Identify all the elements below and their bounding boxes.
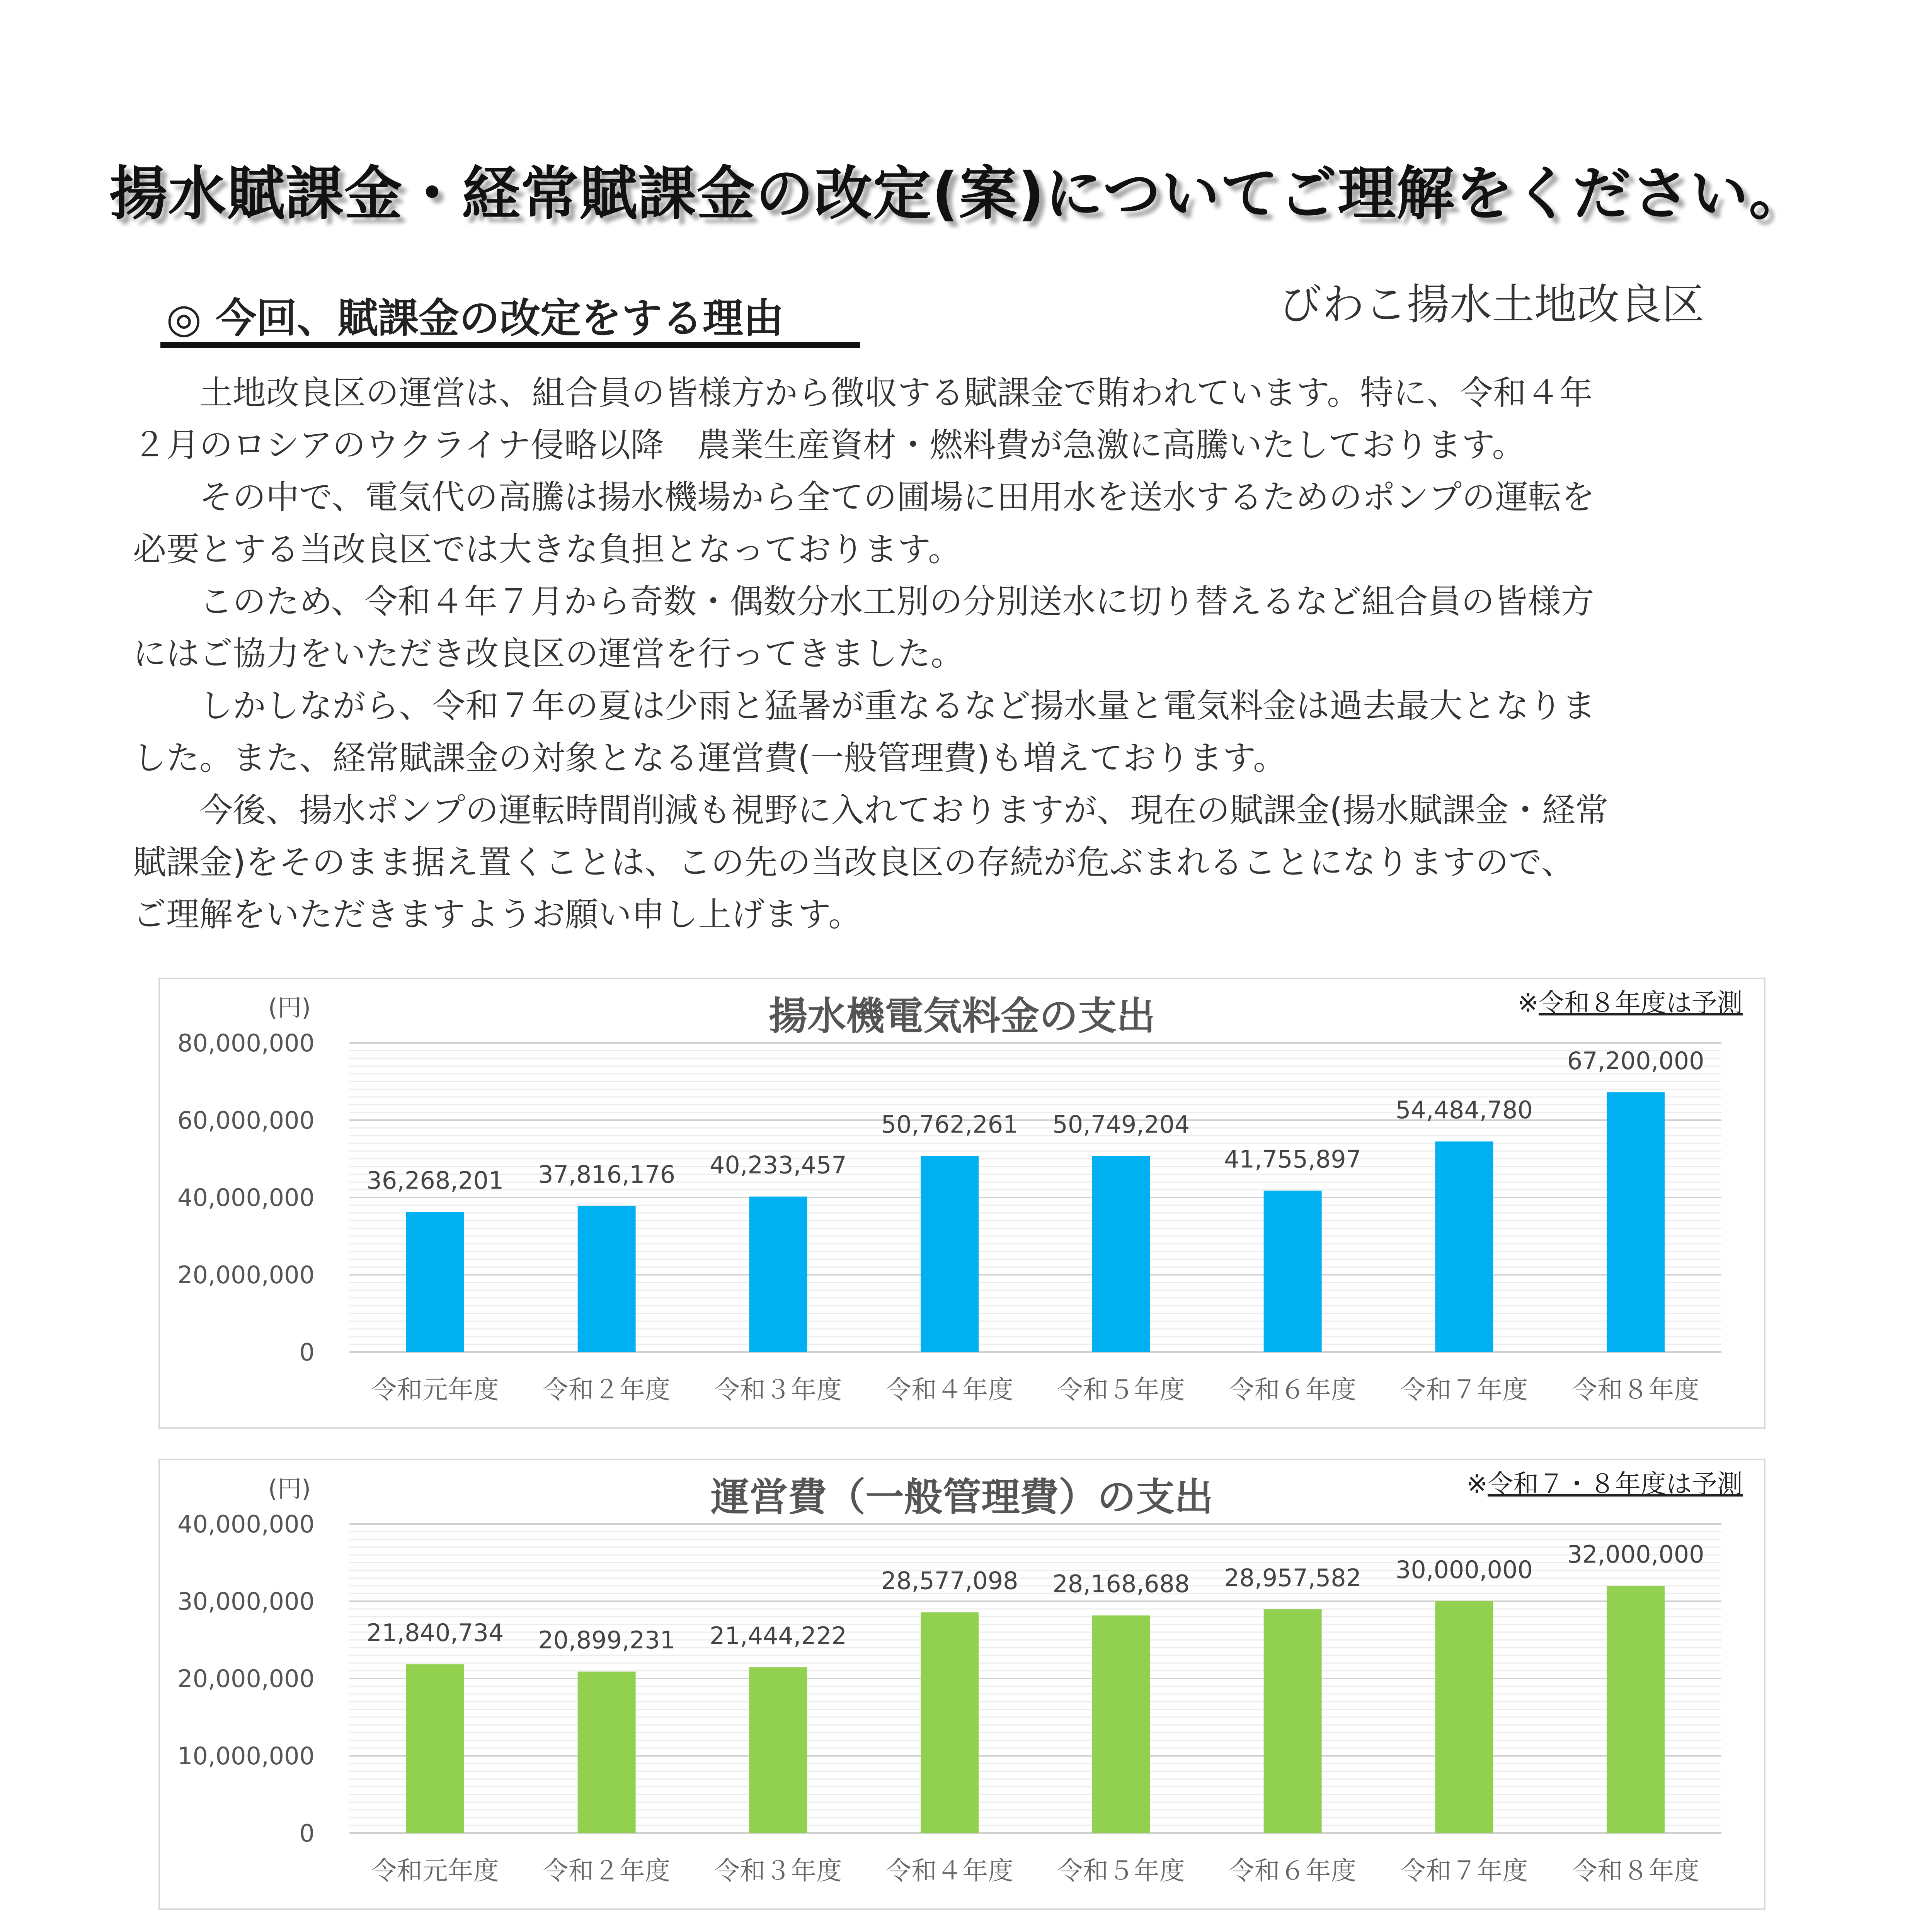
- x-tick-label: 令和３年度: [714, 1856, 842, 1886]
- chart-note: ※令和８年度は予測: [1517, 988, 1743, 1018]
- x-tick-label: 令和７年度: [1400, 1856, 1528, 1886]
- bar-value-label: 40,233,457: [709, 1151, 847, 1179]
- y-axis-label: (円): [268, 1475, 311, 1503]
- bar-value-label: 28,957,582: [1224, 1563, 1362, 1592]
- y-tick-label: 0: [299, 1338, 315, 1366]
- bar: [578, 1672, 636, 1833]
- bar: [749, 1667, 807, 1833]
- chart-note: ※令和７・８年度は予測: [1466, 1469, 1743, 1499]
- x-tick-label: 令和７年度: [1400, 1375, 1528, 1405]
- bar: [1607, 1586, 1665, 1833]
- bar-value-label: 28,577,098: [881, 1566, 1018, 1595]
- bar-value-label: 67,200,000: [1567, 1047, 1704, 1075]
- chart-title: 揚水機電気料金の支出: [769, 993, 1155, 1039]
- chart-admin-svg: [160, 1460, 1764, 1908]
- bar: [1435, 1601, 1493, 1833]
- paragraph: 今後、揚水ポンプの運転時間削減も視野に入れておりますが、現在の賦課金(揚水賦課金・経常 賦課金)をそのまま据え置くことは、この先の当改良区の存続が危ぶまれることになりますので、 ご理解をいただきますようお願い申し上げます。: [133, 791, 1609, 934]
- bar-value-label: 20,899,231: [538, 1626, 676, 1655]
- bar-value-label: 54,484,780: [1395, 1096, 1533, 1124]
- bar-value-label: 21,444,222: [709, 1622, 847, 1650]
- y-axis-label: (円): [268, 993, 311, 1022]
- x-tick-label: 令和６年度: [1229, 1375, 1357, 1405]
- bar: [921, 1612, 979, 1833]
- x-tick-label: 令和４年度: [886, 1375, 1014, 1405]
- bar: [1435, 1141, 1493, 1352]
- y-tick-label: 0: [299, 1819, 315, 1847]
- bar: [921, 1156, 979, 1352]
- paragraph: このため、令和４年７月から奇数・偶数分水工別の分別送水に切り替えるなど組合員の皆様方 にはご協力をいただき改良区の運営を行ってきました。: [133, 582, 1594, 673]
- chart-admin-costs: [158, 1459, 1765, 1910]
- bar-value-label: 32,000,000: [1567, 1540, 1704, 1568]
- y-tick-label: 30,000,000: [177, 1587, 315, 1616]
- y-tick-label: 10,000,000: [177, 1742, 315, 1770]
- organization-name: びわこ揚水土地改良区: [1279, 280, 1704, 329]
- x-tick-label: 令和元年度: [371, 1375, 499, 1405]
- x-tick-label: 令和８年度: [1572, 1856, 1700, 1886]
- bar-value-label: 50,749,204: [1052, 1110, 1190, 1139]
- bar: [406, 1212, 464, 1352]
- y-tick-label: 80,000,000: [177, 1029, 315, 1057]
- bar-value-label: 37,816,176: [538, 1160, 676, 1189]
- x-tick-label: 令和５年度: [1057, 1375, 1185, 1405]
- paragraph: しかしながら、令和７年の夏は少雨と猛暑が重なるなど揚水量と電気料金は過去最大となりま した。また、経常賦課金の対象となる運営費(一般管理費)も増えております。: [133, 687, 1595, 777]
- bar: [578, 1206, 636, 1352]
- bar: [1092, 1616, 1150, 1833]
- page-title: 揚水賦課金・経常賦課金の改定(案)についてご理解をください。: [109, 160, 1808, 228]
- chart-electricity-svg: [160, 979, 1764, 1427]
- bar: [1092, 1156, 1150, 1352]
- bar-value-label: 50,762,261: [881, 1110, 1018, 1139]
- bar-value-label: 21,840,734: [366, 1619, 504, 1647]
- x-tick-label: 令和６年度: [1229, 1856, 1357, 1886]
- x-tick-label: 令和２年度: [543, 1856, 671, 1886]
- x-tick-label: 令和元年度: [371, 1856, 499, 1886]
- bar: [406, 1664, 464, 1833]
- paragraph: 土地改良区の運営は、組合員の皆様方から徴収する賦課金で賄われています。特に、令和４年 ２月のロシアのウクライナ侵略以降 農業生産資材・燃料費が急激に高騰いたしております。: [133, 374, 1593, 464]
- bar: [1607, 1092, 1665, 1352]
- y-tick-label: 40,000,000: [177, 1184, 315, 1212]
- x-tick-label: 令和８年度: [1572, 1375, 1700, 1405]
- y-tick-label: 40,000,000: [177, 1510, 315, 1538]
- y-tick-label: 20,000,000: [177, 1261, 315, 1289]
- bar-value-label: 28,168,688: [1052, 1570, 1190, 1598]
- x-tick-label: 令和３年度: [714, 1375, 842, 1405]
- bar-value-label: 41,755,897: [1224, 1145, 1362, 1173]
- chart-title: 運営費（一般管理費）の支出: [711, 1475, 1213, 1520]
- y-tick-label: 60,000,000: [177, 1106, 315, 1134]
- section-underline: [160, 342, 860, 348]
- x-tick-label: 令和５年度: [1057, 1856, 1185, 1886]
- x-tick-label: 令和２年度: [543, 1375, 671, 1405]
- reason-body-text: [133, 367, 1759, 941]
- bar-value-label: 36,268,201: [366, 1166, 504, 1195]
- bar: [1264, 1190, 1322, 1352]
- bar: [749, 1197, 807, 1352]
- x-tick-label: 令和４年度: [886, 1856, 1014, 1886]
- section-heading-reasons: ◎ 今回、賦課金の改定をする理由: [166, 295, 784, 342]
- bar: [1264, 1609, 1322, 1833]
- bar-value-label: 30,000,000: [1395, 1556, 1533, 1584]
- chart-electricity-costs: [158, 978, 1765, 1429]
- paragraph: その中で、電気代の高騰は揚水機場から全ての圃場に田用水を送水するためのポンプの運転を 必要とする当改良区では大きな負担となっております。: [133, 478, 1595, 569]
- y-tick-label: 20,000,000: [177, 1665, 315, 1693]
